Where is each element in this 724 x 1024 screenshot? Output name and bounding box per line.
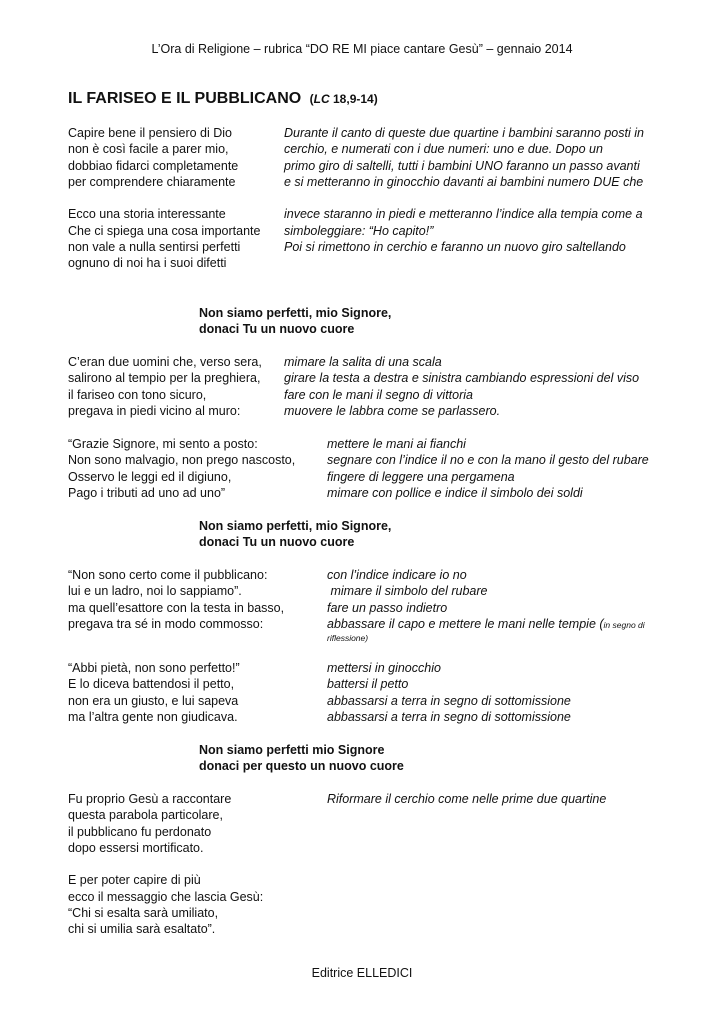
lyric-line: non è così facile a parer mio, bbox=[68, 142, 229, 157]
direction-line: Durante il canto di queste due quartine i bambini saranno posti in bbox=[284, 126, 644, 140]
lyrics-ending bbox=[68, 791, 263, 938]
lyric-line: ma l’altra gente non giudicava. bbox=[68, 709, 238, 724]
direction-line: abbassarsi a terra in segno di sottomissione bbox=[327, 693, 571, 708]
page-header: L’Ora di Religione – rubrica “DO RE MI piace cantare Gesù” – gennaio 2014 bbox=[151, 42, 573, 56]
lyric-line: Capire bene il pensiero di Dio bbox=[68, 126, 232, 140]
page-footer: Editrice ELLEDICI bbox=[311, 966, 413, 980]
lyric-line: per comprendere chiaramente bbox=[68, 174, 236, 189]
lyric-line: “Grazie Signore, mi sento a posto: bbox=[68, 437, 258, 451]
lyric-line: il fariseo con tono sicuro, bbox=[68, 387, 207, 402]
lyric-line: Pago i tributi ad uno ad uno” bbox=[68, 485, 226, 500]
title-main: IL FARISEO E IL PUBBLICANO bbox=[68, 90, 302, 107]
lyric-line: il pubblicano fu perdonato bbox=[68, 824, 212, 839]
direction-line: Poi si rimettono in cerchio e faranno un nuovo giro saltellando bbox=[284, 240, 626, 255]
direction-line: abbassare il capo e mettere le mani nelle tempie (in segno di bbox=[327, 616, 645, 631]
lyric-line: non era un giusto, e lui sapeva bbox=[68, 693, 239, 708]
direction-line: con l’indice indicare io no bbox=[327, 568, 467, 582]
lyrics-verse-4 bbox=[68, 660, 240, 725]
lyric-line: pregava in piedi vicino al muro: bbox=[68, 403, 241, 418]
direction-line: battersi il petto bbox=[327, 677, 409, 692]
lyric-line: pregava tra sé in modo commosso: bbox=[68, 616, 264, 631]
direction-line: fare con le mani il segno di vittoria bbox=[284, 387, 473, 402]
lyric-line: Fu proprio Gesù a raccontare bbox=[68, 792, 232, 806]
direction-line: cerchio, e numerati con i due numeri: uno e due. Dopo un bbox=[284, 142, 603, 157]
lyric-line: dopo essersi mortificato. bbox=[68, 840, 204, 855]
refrain-line: Non siamo perfetti, mio Signore, bbox=[199, 519, 392, 533]
direction-line: muovere le labbra come se parlassero. bbox=[284, 403, 501, 418]
direction-line: mimare con pollice e indice il simbolo dei soldi bbox=[327, 485, 583, 500]
lyrics-verse-1 bbox=[68, 354, 262, 419]
direction-line: mettere le mani ai fianchi bbox=[327, 437, 466, 451]
directions-verse-1 bbox=[284, 354, 639, 419]
direction-line: primo giro di saltelli, tutti i bambini UNO faranno un passo avanti bbox=[284, 158, 640, 173]
direction-line: Riformare il cerchio come nelle prime due quartine bbox=[327, 792, 607, 806]
refrain bbox=[199, 742, 404, 775]
direction-line: invece staranno in piedi e metteranno l’indice alla tempia come a bbox=[284, 207, 643, 222]
refrain-line: Non siamo perfetti, mio Signore, bbox=[199, 306, 392, 320]
direction-note: in segno di bbox=[603, 619, 645, 630]
direction-line: e si metteranno in ginocchio davanti ai bambini numero DUE che bbox=[284, 174, 644, 189]
lyric-line: questa parabola particolare, bbox=[68, 808, 223, 823]
refrain bbox=[199, 305, 391, 338]
direction-line bbox=[284, 190, 644, 206]
scripture-reference: (LC 18,9-14) bbox=[309, 92, 378, 106]
directions-verse-3 bbox=[327, 567, 645, 644]
lyric-line: Ecco una storia interessante bbox=[68, 207, 226, 222]
directions-intro bbox=[284, 125, 644, 255]
direction-line: mimare la salita di una scala bbox=[284, 355, 442, 369]
lyric-line bbox=[68, 190, 260, 206]
refrain-line: donaci Tu un nuovo cuore bbox=[199, 322, 355, 337]
lyric-line: “Non sono certo come il pubblicano: bbox=[68, 568, 268, 582]
lyrics-verse-2 bbox=[68, 436, 295, 501]
refrain-line: donaci per questo un nuovo cuore bbox=[199, 759, 404, 774]
page-title bbox=[68, 90, 378, 108]
direction-line: simboleggiare: “Ho capito!” bbox=[284, 223, 434, 238]
direction-line: girare la testa a destra e sinistra cambiando espressioni del viso bbox=[284, 371, 640, 386]
direction-line: mimare il simbolo del rubare bbox=[327, 584, 488, 599]
lyrics-intro bbox=[68, 125, 260, 272]
lyric-line: Che ci spiega una cosa importante bbox=[68, 223, 261, 238]
lyric-line: non vale a nulla sentirsi perfetti bbox=[68, 240, 241, 255]
lyric-line: ecco il messaggio che lascia Gesù: bbox=[68, 889, 264, 904]
refrain-line: Non siamo perfetti mio Signore bbox=[199, 743, 385, 757]
directions-verse-2 bbox=[327, 436, 649, 501]
directions-verse-4 bbox=[327, 660, 571, 725]
lyrics-verse-3 bbox=[68, 567, 284, 632]
direction-line: abbassarsi a terra in segno di sottomissione bbox=[327, 709, 571, 724]
lyric-line: Osservo le leggi ed il digiuno, bbox=[68, 469, 232, 484]
direction-line: segnare con l’indice il no e con la mano il gesto del rubare bbox=[327, 453, 649, 468]
lyric-line: Non sono malvagio, non prego nascosto, bbox=[68, 453, 296, 468]
lyric-line: salirono al tempio per la preghiera, bbox=[68, 371, 261, 386]
lyric-line: lui e un ladro, noi lo sappiamo”. bbox=[68, 584, 242, 599]
refrain-line: donaci Tu un nuovo cuore bbox=[199, 535, 355, 550]
refrain bbox=[199, 518, 391, 551]
directions-ending bbox=[327, 791, 606, 807]
lyric-line: E per poter capire di più bbox=[68, 873, 201, 888]
lyric-line: ma quell’esattore con la testa in basso, bbox=[68, 600, 285, 615]
lyric-line: “Chi si esalta sarà umiliato, bbox=[68, 906, 219, 921]
direction-line: mettersi in ginocchio bbox=[327, 661, 441, 675]
lyric-line: ognuno di noi ha i suoi difetti bbox=[68, 256, 227, 271]
direction-note: riflessione) bbox=[327, 633, 369, 644]
direction-line: fare un passo indietro bbox=[327, 600, 448, 615]
lyric-line bbox=[68, 856, 263, 872]
lyric-line: chi si umilia sarà esaltato”. bbox=[68, 922, 216, 937]
direction-line: fingere di leggere una pergamena bbox=[327, 469, 515, 484]
lyric-line: E lo diceva battendosi il petto, bbox=[68, 677, 235, 692]
lyric-line: “Abbi pietà, non sono perfetto!” bbox=[68, 661, 240, 675]
lyric-line: C’eran due uomini che, verso sera, bbox=[68, 355, 262, 369]
lyric-line: dobbiao fidarci completamente bbox=[68, 158, 239, 173]
